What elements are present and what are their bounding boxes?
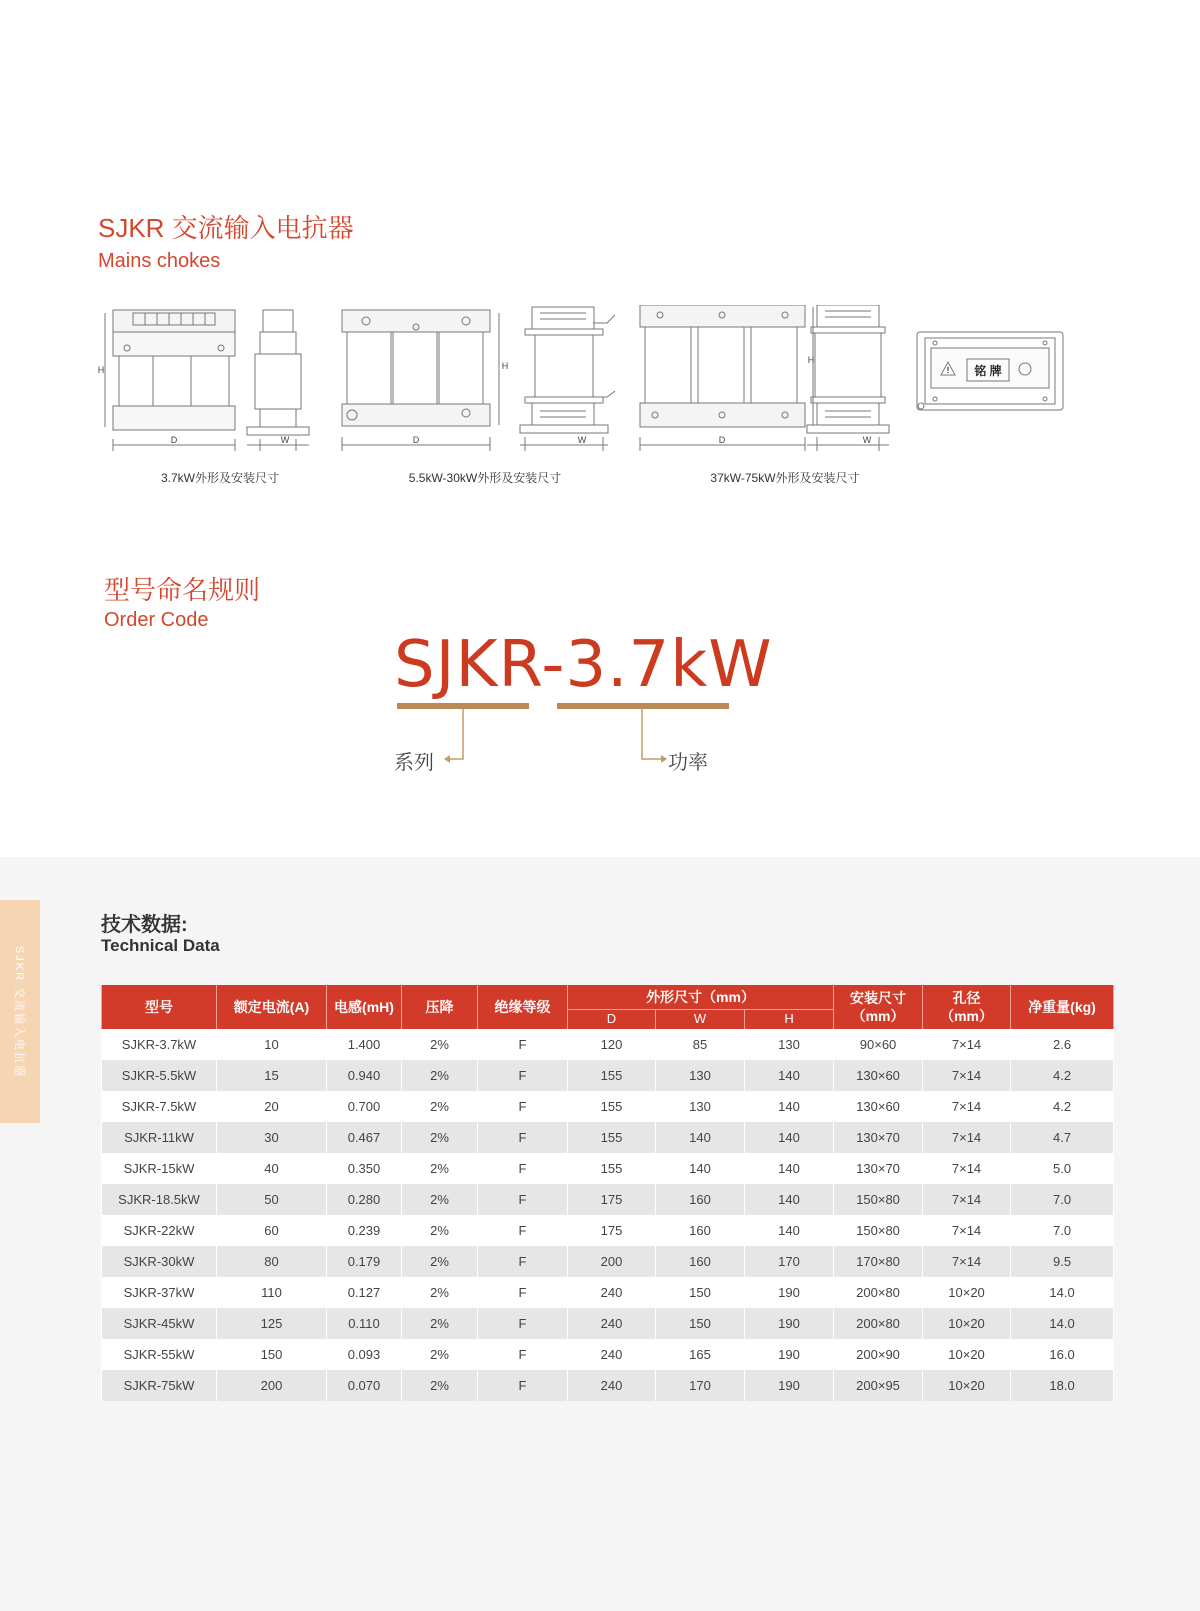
header-hole-label: 孔径 [952,990,981,1006]
cell-weight: 18.0 [1011,1370,1114,1401]
cell-insulation: F [478,1122,568,1153]
cell-weight: 2.6 [1011,1029,1114,1060]
cell-inductance: 0.239 [327,1215,402,1246]
drawing-37kw-75kw-front [640,305,813,451]
cell-dim-w: 85 [656,1029,745,1060]
cell-current: 40 [217,1153,327,1184]
cell-current: 125 [217,1308,327,1339]
cell-weight: 16.0 [1011,1339,1114,1370]
order-code-model [394,628,773,702]
cell-voltage-drop: 2% [402,1029,478,1060]
cell-hole: 10×20 [923,1339,1011,1370]
cell-dim-w: 165 [656,1339,745,1370]
cell-mounting: 130×70 [834,1153,923,1184]
cell-weight: 4.7 [1011,1122,1114,1153]
table-row [102,1215,1114,1246]
cell-current: 50 [217,1184,327,1215]
cell-voltage-drop: 2% [402,1215,478,1246]
label-series: 系列 [394,752,434,774]
cell-model: SJKR-3.7kW [102,1029,217,1060]
order-code-subtitle: Order Code [104,609,209,631]
cell-hole: 7×14 [923,1184,1011,1215]
cell-dim-d: 155 [568,1060,656,1091]
dim-label-h: H [97,365,105,375]
cell-voltage-drop: 2% [402,1277,478,1308]
cell-hole: 7×14 [923,1091,1011,1122]
cell-dim-d: 155 [568,1122,656,1153]
drawing-5-5kw-30kw-side [520,307,615,451]
cell-dim-w: 160 [656,1215,745,1246]
cell-weight: 4.2 [1011,1060,1114,1091]
cell-weight: 14.0 [1011,1308,1114,1339]
cell-inductance: 0.467 [327,1122,402,1153]
cell-hole: 10×20 [923,1277,1011,1308]
cell-hole: 7×14 [923,1060,1011,1091]
cell-inductance: 0.127 [327,1277,402,1308]
cell-current: 30 [217,1122,327,1153]
drawing-3-7kw-front [105,310,235,451]
cell-mounting: 200×80 [834,1308,923,1339]
cell-dim-h: 190 [745,1370,834,1401]
cell-dim-w: 130 [656,1091,745,1122]
cell-model: SJKR-55kW [102,1339,217,1370]
cell-inductance: 0.700 [327,1091,402,1122]
dim-label-w: W [862,435,872,445]
cell-dim-h: 140 [745,1060,834,1091]
cell-hole: 7×14 [923,1029,1011,1060]
cell-dim-h: 140 [745,1215,834,1246]
nameplate-text: 铭 牌 [974,364,1002,378]
caption-3-7kw: 3.7kW外形及安装尺寸 [160,471,279,485]
table-row [102,1184,1114,1215]
cell-voltage-drop: 2% [402,1370,478,1401]
model-series: SJKR- [394,628,566,702]
header-dim-d: D [568,1009,656,1029]
header-dim-h: H [745,1009,834,1029]
cell-dim-w: 130 [656,1060,745,1091]
cell-dim-d: 240 [568,1339,656,1370]
cell-dim-w: 150 [656,1277,745,1308]
cell-insulation: F [478,1339,568,1370]
cell-hole: 7×14 [923,1215,1011,1246]
drawing-3-7kw-side [247,310,309,451]
cell-model: SJKR-11kW [102,1122,217,1153]
cell-weight: 14.0 [1011,1277,1114,1308]
cell-dim-h: 140 [745,1153,834,1184]
cell-hole: 10×20 [923,1308,1011,1339]
cell-dim-w: 170 [656,1370,745,1401]
cell-weight: 7.0 [1011,1184,1114,1215]
cell-voltage-drop: 2% [402,1246,478,1277]
cell-current: 110 [217,1277,327,1308]
dim-label-h: H [501,361,509,371]
table-row [102,1370,1114,1401]
cell-model: SJKR-5.5kW [102,1060,217,1091]
model-power: 3.7kW [565,628,773,702]
technical-data-subtitle: Technical Data [101,936,220,955]
cell-insulation: F [478,1184,568,1215]
cell-dim-h: 190 [745,1277,834,1308]
cell-inductance: 1.400 [327,1029,402,1060]
header-insulation: 绝缘等级 [478,985,568,1029]
cell-hole: 7×14 [923,1122,1011,1153]
cell-dim-h: 140 [745,1122,834,1153]
cell-dim-h: 140 [745,1184,834,1215]
side-tab [0,900,40,1123]
drawing-37kw-75kw-side [807,305,889,451]
cell-dim-d: 200 [568,1246,656,1277]
page-subtitle: Mains chokes [98,250,221,272]
header-mounting [834,985,923,1029]
cell-current: 80 [217,1246,327,1277]
header-dimensions: 外形尺寸（mm） [568,985,834,1009]
header-dim-w: W [656,1009,745,1029]
cell-model: SJKR-75kW [102,1370,217,1401]
table-row [102,1308,1114,1339]
cell-dim-h: 130 [745,1029,834,1060]
cell-current: 200 [217,1370,327,1401]
header-mounting-unit: （mm） [851,1008,905,1024]
drawing-5-5kw-30kw-front [342,310,499,451]
table-row [102,1029,1114,1060]
caption-37kw-75kw: 37kW-75kW外形及安装尺寸 [710,471,860,485]
cell-mounting: 170×80 [834,1246,923,1277]
cell-voltage-drop: 2% [402,1184,478,1215]
cell-weight: 9.5 [1011,1246,1114,1277]
cell-current: 20 [217,1091,327,1122]
cell-dim-h: 190 [745,1339,834,1370]
caption-5-5kw-30kw: 5.5kW-30kW外形及安装尺寸 [408,471,562,485]
cell-model: SJKR-37kW [102,1277,217,1308]
cell-dim-h: 140 [745,1091,834,1122]
cell-dim-d: 240 [568,1370,656,1401]
header-inductance: 电感(mH) [327,985,402,1029]
cell-dim-w: 140 [656,1122,745,1153]
cell-dim-w: 150 [656,1308,745,1339]
technical-data-table [101,985,1114,1401]
cell-voltage-drop: 2% [402,1091,478,1122]
dim-label-d: D [170,435,178,445]
header-current: 额定电流(A) [217,985,327,1029]
table-row [102,1153,1114,1184]
cell-insulation: F [478,1370,568,1401]
header-hole [923,985,1011,1029]
cell-insulation: F [478,1215,568,1246]
cell-hole: 10×20 [923,1370,1011,1401]
cell-dim-d: 240 [568,1308,656,1339]
cell-weight: 4.2 [1011,1091,1114,1122]
cell-current: 60 [217,1215,327,1246]
cell-hole: 7×14 [923,1246,1011,1277]
page-title: SJKR 交流输入电抗器 [98,213,354,243]
cell-mounting: 130×70 [834,1122,923,1153]
cell-dim-d: 175 [568,1184,656,1215]
table-row [102,1091,1114,1122]
cell-voltage-drop: 2% [402,1339,478,1370]
table-row [102,1339,1114,1370]
cell-voltage-drop: 2% [402,1122,478,1153]
cell-model: SJKR-45kW [102,1308,217,1339]
cell-voltage-drop: 2% [402,1060,478,1091]
header-mounting-label: 安装尺寸 [850,990,907,1006]
cell-dim-d: 155 [568,1153,656,1184]
cell-voltage-drop: 2% [402,1153,478,1184]
dim-label-w: W [280,435,290,445]
warning-icon: ! [946,366,950,375]
side-tab-label: SJKR 交流输入电抗器 [13,945,25,1078]
dim-label-h: H [807,355,815,365]
cell-dim-w: 140 [656,1153,745,1184]
cell-model: SJKR-22kW [102,1215,217,1246]
table-row [102,1060,1114,1091]
technical-data-title: 技术数据: [101,914,188,936]
cell-model: SJKR-7.5kW [102,1091,217,1122]
table-row [102,1122,1114,1153]
cell-mounting: 150×80 [834,1184,923,1215]
header-voltage-drop: 压降 [402,985,478,1029]
cell-weight: 7.0 [1011,1215,1114,1246]
cell-dim-h: 170 [745,1246,834,1277]
cell-model: SJKR-18.5kW [102,1184,217,1215]
cell-dim-h: 190 [745,1308,834,1339]
dim-label-w: W [577,435,587,445]
cell-mounting: 130×60 [834,1060,923,1091]
cell-voltage-drop: 2% [402,1308,478,1339]
cell-inductance: 0.110 [327,1308,402,1339]
cell-insulation: F [478,1060,568,1091]
cell-dim-d: 240 [568,1277,656,1308]
cell-current: 15 [217,1060,327,1091]
cell-insulation: F [478,1029,568,1060]
header-weight: 净重量(kg) [1011,985,1114,1029]
cell-inductance: 0.350 [327,1153,402,1184]
cell-mounting: 150×80 [834,1215,923,1246]
cell-mounting: 90×60 [834,1029,923,1060]
cell-model: SJKR-15kW [102,1153,217,1184]
dim-label-d: D [412,435,420,445]
cell-dim-w: 160 [656,1184,745,1215]
cell-dim-w: 160 [656,1246,745,1277]
cell-inductance: 0.940 [327,1060,402,1091]
cell-mounting: 200×95 [834,1370,923,1401]
table-row [102,1277,1114,1308]
cell-insulation: F [478,1091,568,1122]
order-code-title: 型号命名规则 [104,575,261,605]
outline-drawings [95,305,1095,465]
cell-mounting: 130×60 [834,1091,923,1122]
cell-hole: 7×14 [923,1153,1011,1184]
label-power: 功率 [668,752,708,774]
cell-mounting: 200×90 [834,1339,923,1370]
cell-mounting: 200×80 [834,1277,923,1308]
cell-insulation: F [478,1246,568,1277]
cell-insulation: F [478,1153,568,1184]
outline-drawings-svg [95,305,1095,465]
cell-weight: 5.0 [1011,1153,1114,1184]
cell-inductance: 0.093 [327,1339,402,1370]
cell-dim-d: 120 [568,1029,656,1060]
cell-dim-d: 175 [568,1215,656,1246]
dim-label-d: D [718,435,726,445]
header-model: 型号 [102,985,217,1029]
technical-data-body [102,1029,1114,1401]
table-row [102,1246,1114,1277]
cell-inductance: 0.280 [327,1184,402,1215]
header-hole-unit: （mm） [940,1008,993,1024]
cell-current: 150 [217,1339,327,1370]
cell-current: 10 [217,1029,327,1060]
cell-inductance: 0.070 [327,1370,402,1401]
cell-inductance: 0.179 [327,1246,402,1277]
cell-insulation: F [478,1277,568,1308]
cell-dim-d: 155 [568,1091,656,1122]
cell-insulation: F [478,1308,568,1339]
cell-model: SJKR-30kW [102,1246,217,1277]
